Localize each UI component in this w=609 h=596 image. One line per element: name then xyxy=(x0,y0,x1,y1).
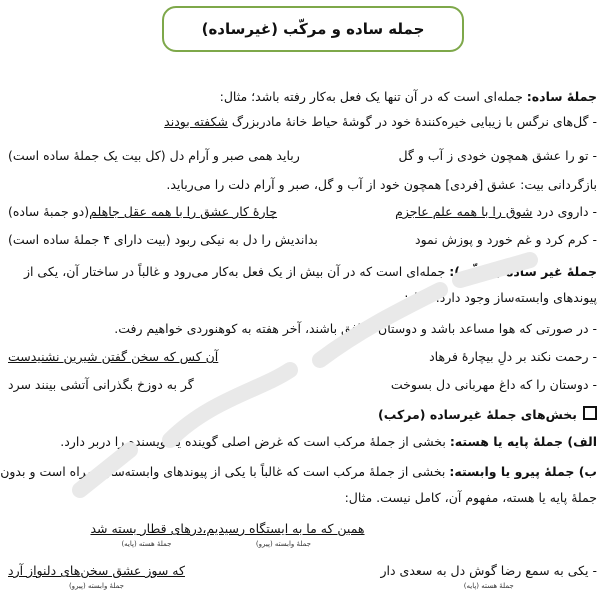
example-text: - گل‌های نرگس با زیبایی خیره‌کنندهٔ خود در گوشهٔ حیاط خانهٔ مادربزرگ xyxy=(227,114,597,129)
paraphrase-text: بازگردانی بیت: عشق [فردی] همچون خود از آب و گل، صبر و آرام دلت را می‌رباید. xyxy=(166,177,597,192)
complex-definition-text: جمله‌ای است که در آن بیش از یک فعل به‌کار می‌رود و غالباً در ساختار آن، یکی از xyxy=(23,264,450,279)
parts-heading-text: بخش‌های جملهٔ غیرساده (مرکب) xyxy=(378,407,577,422)
parts-example-1 xyxy=(8,518,597,548)
complex-example-3 xyxy=(8,374,597,396)
verse-right xyxy=(395,201,597,223)
verse-left xyxy=(8,201,277,223)
underlined-verb: شکفته بودند xyxy=(164,114,228,129)
simple-definition-text: جمله‌ای است که در آن تنها یک فعل به‌کار رفته باشد؛ مثال: xyxy=(219,89,527,104)
verse-right-text: - یکی به سمع رضا گوش دل به سعدی دار xyxy=(380,563,597,578)
verse-right-underlined: شوق را با همه علم عاجزم xyxy=(395,204,533,219)
verse-left-note: (دو جمبهٔ ساده) xyxy=(8,204,90,219)
part-b-label: ب) جملهٔ پیرو یا وابسته: xyxy=(449,464,597,479)
complex-definition-cont xyxy=(8,287,597,309)
complex-heading: جملهٔ غیر ساده (مرکّب): xyxy=(449,264,597,279)
dependent-clause-note: جملهٔ وابسته (پیرو) xyxy=(255,540,311,548)
verse-right: - تو را عشق همچون خودی ز آب و گل xyxy=(398,148,597,163)
simple-definition xyxy=(8,86,597,108)
verse-left: گر به دوزخ بگذرانی آتشی بینند سرد xyxy=(8,377,194,392)
part-b-text-2: جملهٔ پایه یا هسته، مفهوم آن، کامل نیست. مثال: xyxy=(344,490,597,505)
verse-left-note: جملهٔ وابسته (پیرو) xyxy=(68,582,124,590)
verse-right: - کرم کرد و غم خورد و پوزش نمود xyxy=(415,232,597,247)
part-b-text: بخشی از جملهٔ مرکب است که غالباً با یکی از پیوندهای وابسته‌ساز همراه است و بدون xyxy=(0,464,450,479)
part-b-cont xyxy=(8,487,597,509)
verse-left: بداندیش را دل به نیکی ربود (بیت دارای ۴ جملهٔ ساده است) xyxy=(8,232,318,247)
verse-right-prefix: - داروی درد xyxy=(532,204,597,219)
verse-left-text: که سوز عشق سخن‌های دلنواز آرد xyxy=(8,563,185,578)
main-clause-text: درهای قطار بسته شد xyxy=(90,521,203,536)
verse-right xyxy=(381,560,598,590)
complex-example-1 xyxy=(8,318,597,340)
part-a-label: الف) جملهٔ پایه یا هسته: xyxy=(449,434,597,449)
simple-example-5 xyxy=(8,229,597,251)
verse-left: آن کس که سخن گفتن شیرین نشنیدست xyxy=(8,349,219,364)
main-clause xyxy=(90,518,202,548)
main-clause-note: جملهٔ هسته (پایه) xyxy=(121,540,172,548)
complex-definition xyxy=(8,261,597,283)
checkbox-square-icon xyxy=(583,406,597,420)
parts-heading xyxy=(8,404,597,426)
simple-example-3 xyxy=(8,174,597,196)
parts-example-2 xyxy=(8,560,597,590)
dependent-clause-text: همین که ما به ایستگاه رسیدیم، xyxy=(202,521,365,536)
verse-right: - رحمت نکند بر دلِ بیچارهٔ فرهاد xyxy=(429,349,597,364)
simple-example-1 xyxy=(8,111,597,133)
page-title-text: جمله ساده و مرکّب (غیرساده) xyxy=(201,20,425,38)
complex-definition-text-2: پیوندهای وابسته‌ساز وجود دارد؛ مثال: xyxy=(404,290,597,305)
part-a-text: بخشی از جملهٔ مرکب است که غرض اصلی گوینده یا نویسنده را دربر دارد. xyxy=(60,434,450,449)
part-b xyxy=(0,461,597,483)
verse-right: - دوستان را که داغ مهربانی دل بسوخت xyxy=(390,377,597,392)
page-title xyxy=(162,6,464,52)
dependent-clause xyxy=(202,518,364,548)
example-text: - در صورتی که هوا مساعد باشد و دوستان موافق باشند، آخر هفته به کوهنوردی خواهیم رفت. xyxy=(114,321,597,336)
verse-left: رباید همی صبر و آرام دل (کل بیت یک جملهٔ ساده است) xyxy=(8,148,300,163)
simple-heading: جملهٔ ساده: xyxy=(526,89,597,104)
verse-left xyxy=(8,560,185,590)
verse-left-underlined: چارهٔ کار عشق را با همه عقل جاهلم xyxy=(89,204,278,219)
simple-example-2 xyxy=(8,145,597,167)
complex-example-2 xyxy=(8,346,597,368)
verse-right-note: جملهٔ هسته (پایه) xyxy=(463,582,514,590)
simple-example-4 xyxy=(8,201,597,223)
part-a xyxy=(8,431,597,453)
